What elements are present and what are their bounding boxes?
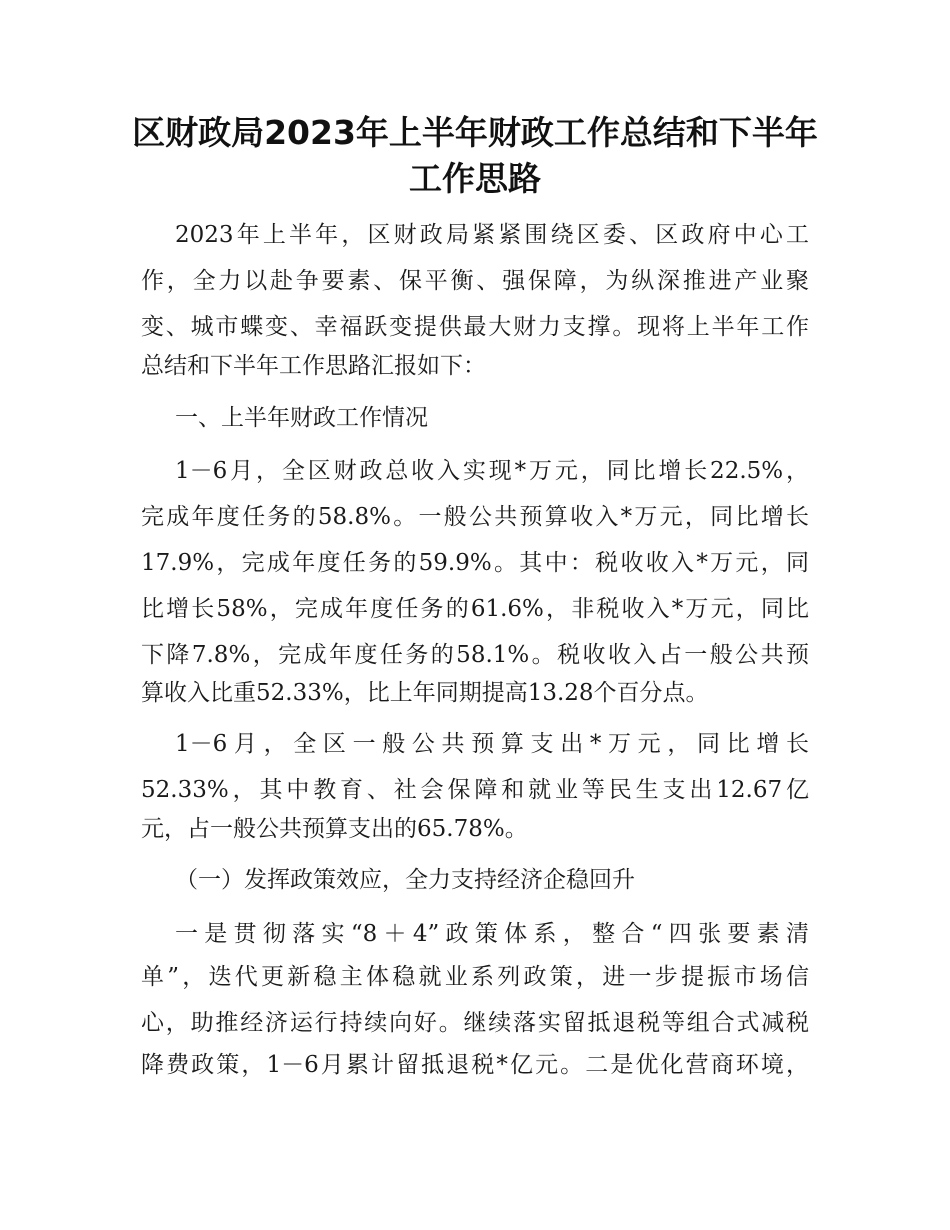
paragraph-line: 2023年上半年，区财政局紧紧围绕区委、区政府中心工 [175,222,809,248]
paragraph-line: 52.33%，其中教育、社会保障和就业等民生支出12.67亿 [141,777,809,803]
paragraph-line: 完成年度任务的58.8%。一般公共预算收入*万元，同比增长 [141,504,809,530]
document-title-line-1: 区财政局2023年上半年财政工作总结和下半年 [132,113,818,152]
paragraph-line: 变、城市蝶变、幸福跃变提供最大财力支撑。现将上半年工作 [141,314,809,340]
subsection-heading: （一）发挥政策效应，全力支持经济企稳回升 [175,867,635,893]
document-title-line-2: 工作思路 [409,159,541,198]
paragraph-line: 元，占一般公共预算支出的65.78%。 [141,816,528,842]
section-heading: 一、上半年财政工作情况 [175,405,428,431]
paragraph-line: 1－6月，全区一般公共预算支出*万元，同比增长 [175,731,809,757]
paragraph-line: 总结和下半年工作思路汇报如下： [141,353,486,379]
paragraph-line: 降费政策，1－6月累计留抵退税*亿元。二是优化营商环境， [141,1052,809,1078]
paragraph-line: 算收入比重52.33%，比上年同期提高13.28个百分点。 [141,680,709,706]
paragraph-line: 比增长58%，完成年度任务的61.6%，非税收入*万元，同比 [141,596,809,622]
paragraph-line: 1－6月，全区财政总收入实现*万元，同比增长22.5%， [175,458,809,484]
paragraph-line: 作，全力以赴争要素、保平衡、强保障，为纵深推进产业聚 [141,268,809,294]
paragraph-line: 心，助推经济运行持续向好。继续落实留抵退税等组合式减税 [141,1010,809,1036]
paragraph-line: 一是贯彻落实“8＋4”政策体系，整合“四张要素清 [175,921,809,947]
paragraph-line: 下降7.8%，完成年度任务的58.1%。税收收入占一般公共预 [141,642,809,668]
paragraph-line: 单”，迭代更新稳主体稳就业系列政策，进一步提振市场信 [141,964,809,990]
paragraph-line: 17.9%，完成年度任务的59.9%。其中：税收收入*万元，同 [141,550,809,576]
